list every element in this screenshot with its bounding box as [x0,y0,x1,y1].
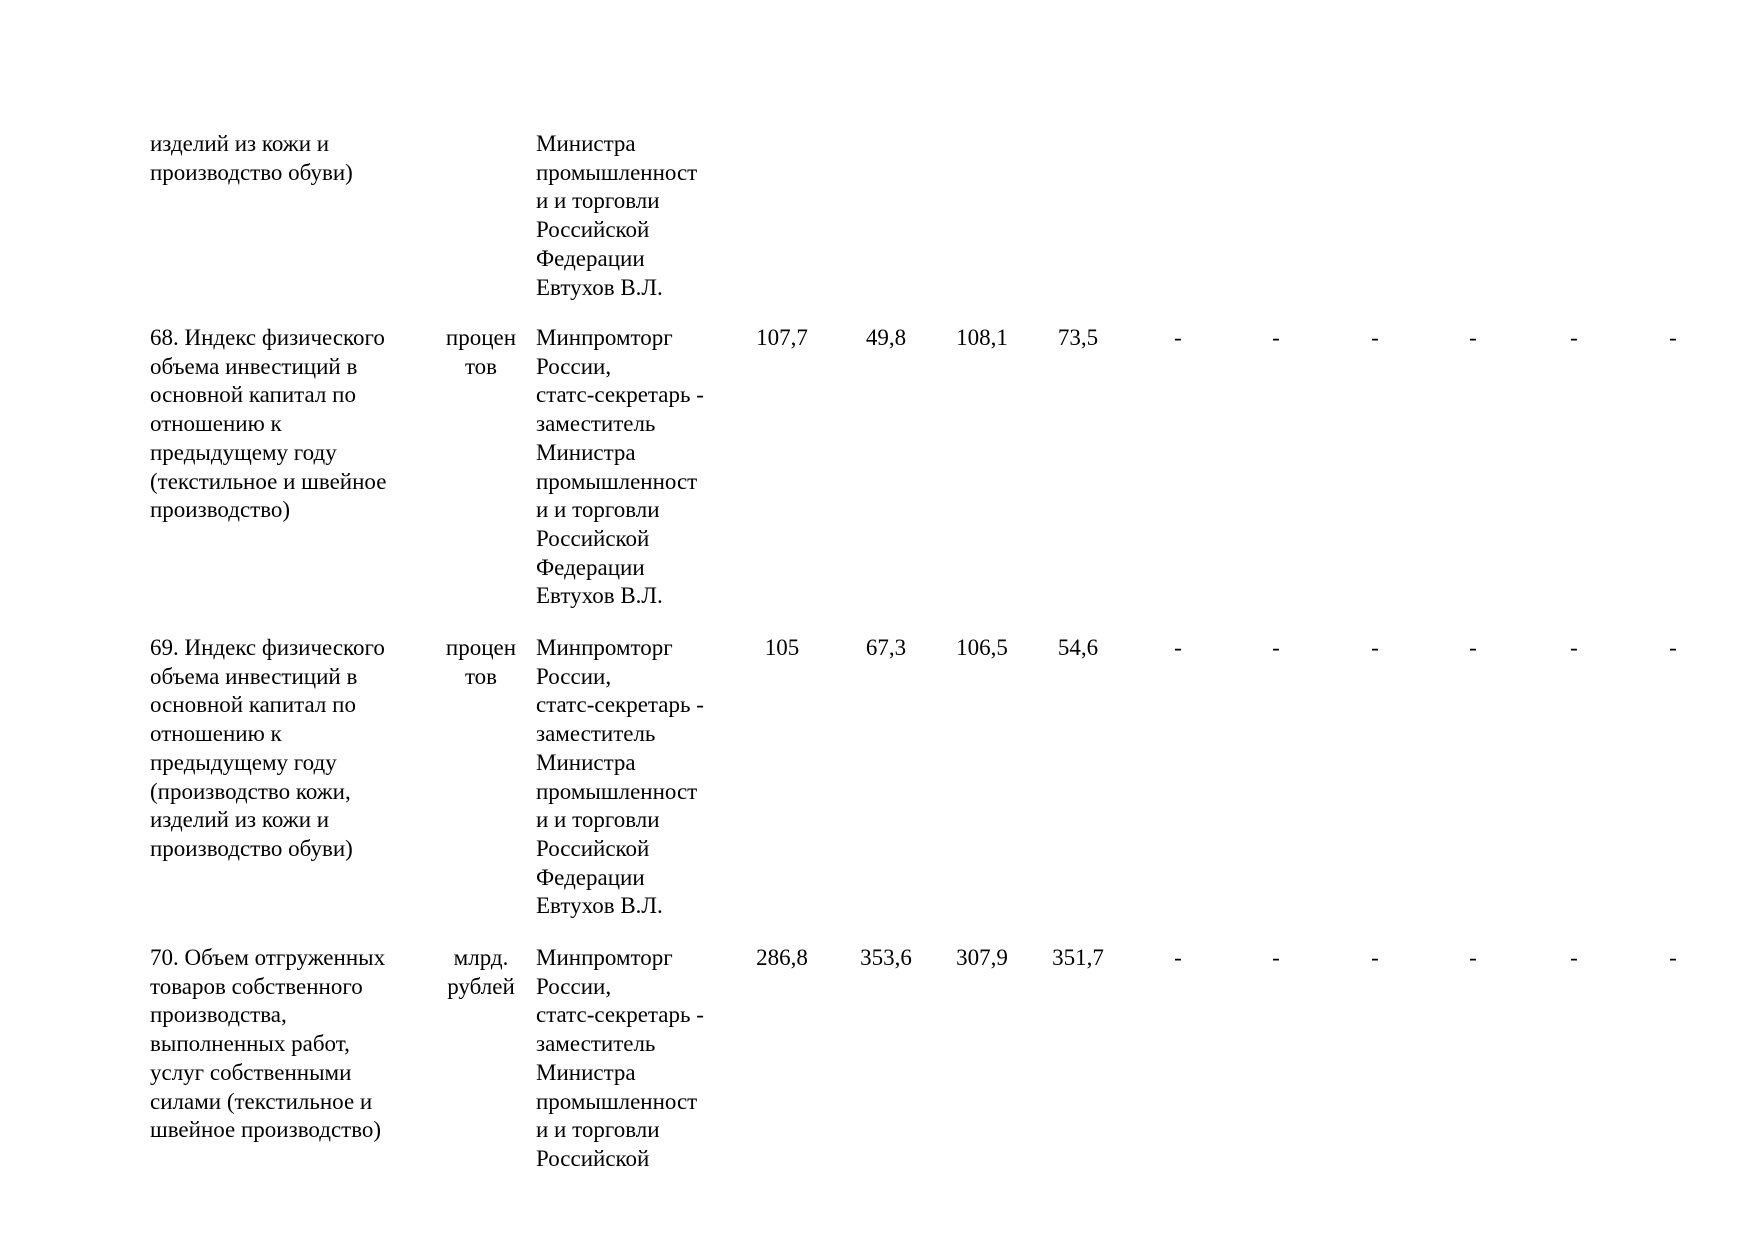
value-cell-70-2: 353,6 [860,945,912,970]
value-cell-70-1: 286,8 [756,945,808,970]
indicator-text-70: 70. Объем отгруженных товаров собственного производства, выполненных работ, услуг собственными силами (текстильное и швейное производство) [150,945,386,1143]
dash-cell-69-1: - [1174,635,1182,660]
dash-cell-70-3: - [1371,945,1379,970]
value-cell-68-3: 108,1 [956,325,1008,350]
unit-text-69: процен тов [445,635,517,689]
value-cell-69-2: 67,3 [865,635,907,660]
dash-cell-70-4: - [1469,945,1477,970]
value-cell-70-3: 307,9 [956,945,1008,970]
value-cell-68-4: 73,5 [1057,325,1099,350]
dash-cell-69-5: - [1570,635,1578,660]
indicator-text-cont: изделий из кожи и производство обуви) [150,131,353,185]
dash-cell-70-1: - [1174,945,1182,970]
dash-cell-70-2: - [1272,945,1280,970]
dash-cell-70-5: - [1570,945,1578,970]
dash-cell-69-3: - [1371,635,1379,660]
dash-cell-69-2: - [1272,635,1280,660]
value-cell-70-4: 351,7 [1052,945,1104,970]
dash-cell-68-2: - [1272,325,1280,350]
dash-cell-69-6: - [1669,635,1677,660]
value-cell-68-1: 107,7 [756,325,808,350]
unit-text-70: млрд. рублей [447,945,515,999]
dash-cell-68-5: - [1570,325,1578,350]
dash-cell-68-4: - [1469,325,1477,350]
indicator-text-68: 68. Индекс физического объема инвестиций в основной капитал по отношению к предыдущему году (текстильное и швейное производство) [150,325,387,523]
dash-cell-69-4: - [1469,635,1477,660]
value-cell-69-3: 106,5 [956,635,1008,660]
dash-cell-68-1: - [1174,325,1182,350]
responsible-text-69: Минпромторг России, статс-секретарь - заместитель Министра промышленност и и торговли Российской Федерации Евтухов В.Л. [536,635,704,919]
value-cell-69-1: 105 [764,635,800,660]
value-cell-69-4: 54,6 [1057,635,1099,660]
dash-cell-70-6: - [1669,945,1677,970]
indicator-text-69: 69. Индекс физического объема инвестиций в основной капитал по отношению к предыдущему году (производство кожи, изделий из кожи и производство обуви) [150,635,385,861]
responsible-text-70: Минпромторг России, статс-секретарь - заместитель Министра промышленност и и торговли Российской [536,945,704,1171]
responsible-text-68: Минпромторг России, статс-секретарь - заместитель Министра промышленност и и торговли Российской Федерации Евтухов В.Л. [536,325,704,609]
value-cell-68-2: 49,8 [865,325,907,350]
responsible-text-cont: Министра промышленност и и торговли Российской Федерации Евтухов В.Л. [536,131,698,300]
dash-cell-68-3: - [1371,325,1379,350]
dash-cell-68-6: - [1669,325,1677,350]
unit-text-68: процен тов [445,325,517,379]
